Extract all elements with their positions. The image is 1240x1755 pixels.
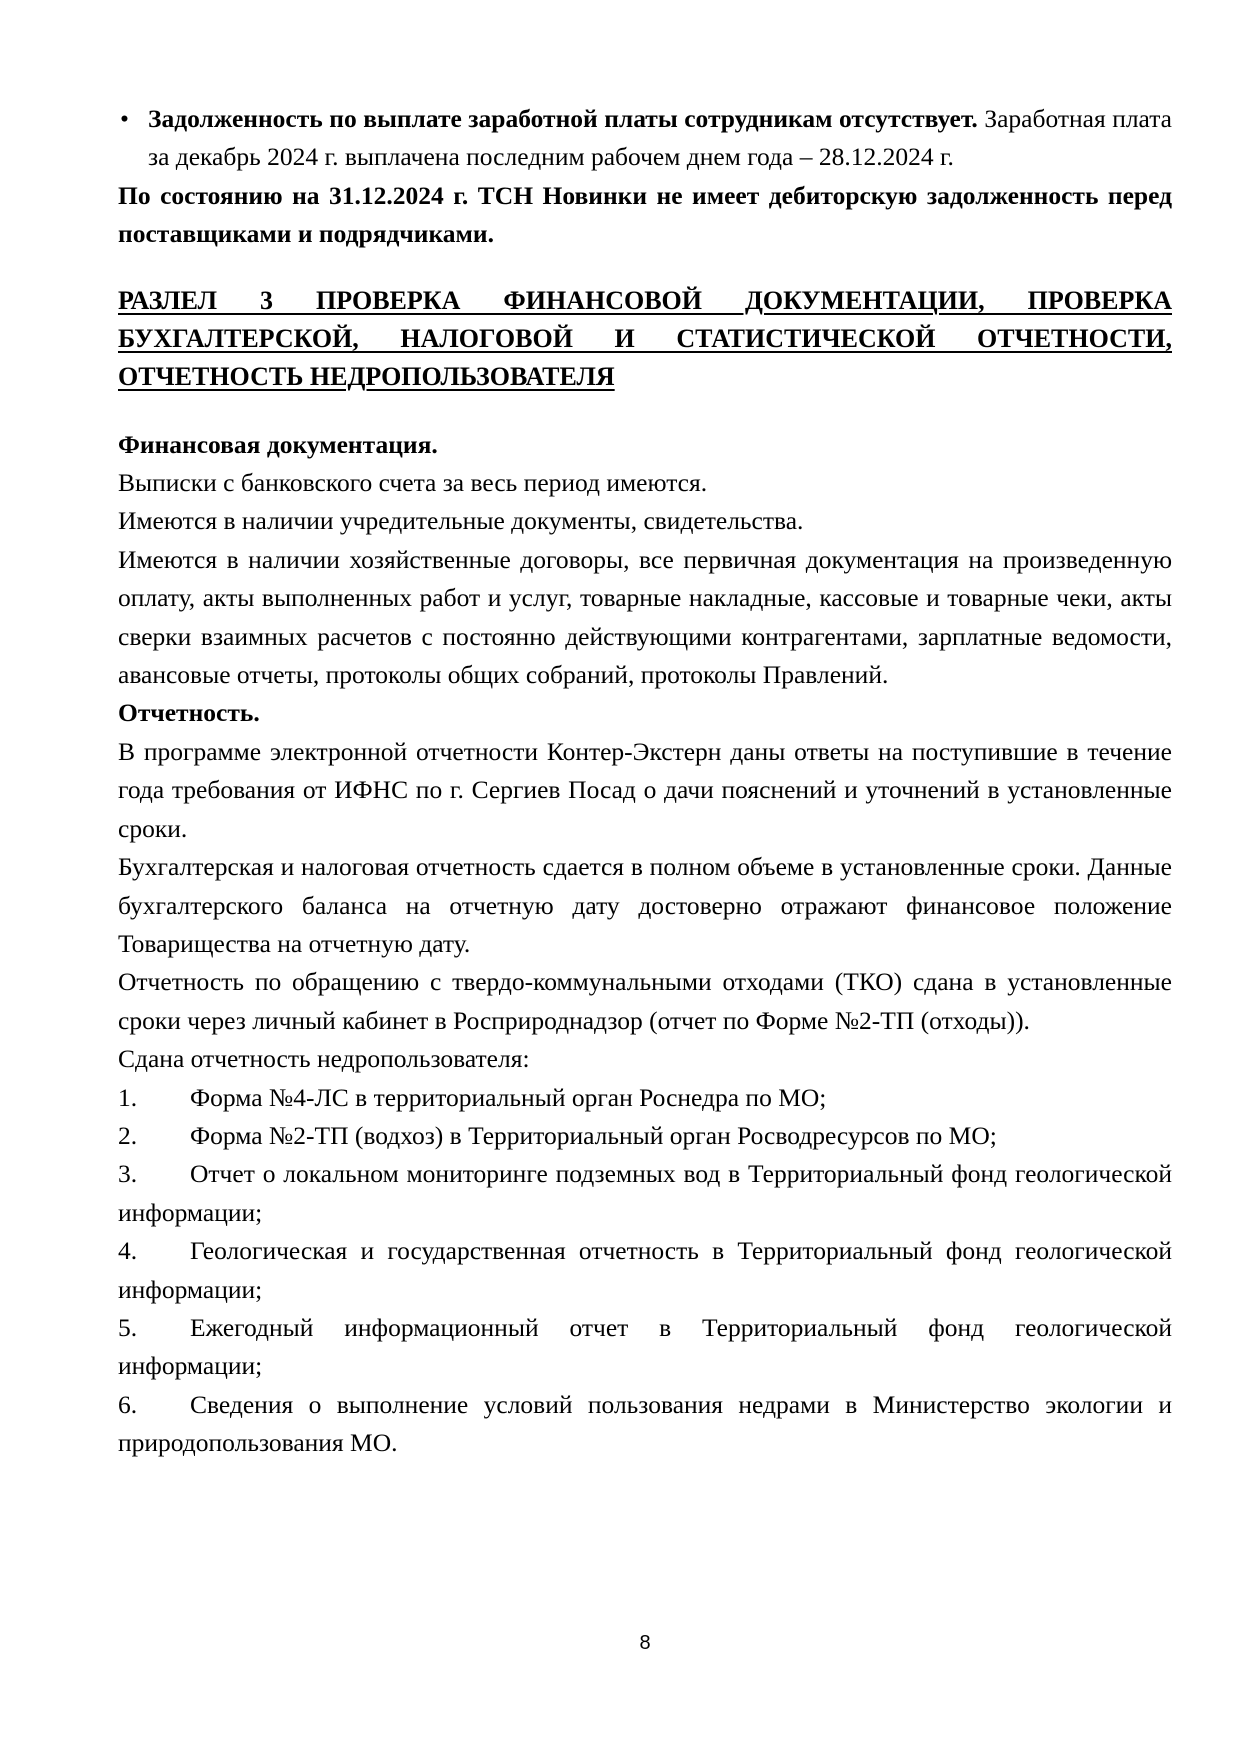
- reporting-paragraph-1: В программе электронной отчетности Контер-Экстерн даны ответы на поступившие в течение года требования от ИФНС по г. Сергиев Посад о дачи пояснений и уточнений в установленные сроки.: [118, 736, 1172, 843]
- salary-debt-text: Заработная плата за декабрь 2024 г. выплачена последним рабочем днем года – 28.12.2024 г.: [148, 104, 1172, 172]
- list-item-number: 2.: [118, 1120, 138, 1150]
- bullet-icon: •: [120, 104, 129, 133]
- list-item: [118, 1232, 1172, 1309]
- financial-docs-paragraph-3: Имеются в наличии хозяйственные договоры, все первичная документация на произведенную оплату, акты выполненных работ и услуг, товарные накладные, кассовые и товарные чеки, акты сверки взаимных расчетов с постоянно действующими контрагентами, зарплатные ведомости, авансовые отчеты, протоколы общих собраний, протоколы Правлений.: [118, 544, 1172, 690]
- list-item: [118, 1386, 1172, 1463]
- list-item-text: Отчет о локальном мониторинге подземных вод в Территориальный фонд геологической информации;: [118, 1159, 1172, 1227]
- list-item-number: 6.: [118, 1389, 138, 1419]
- list-item-number: 1.: [118, 1082, 138, 1112]
- reporting-paragraph-2: Бухгалтерская и налоговая отчетность сдается в полном объеме в установленные сроки. Данные бухгалтерского баланса на отчетную дату достоверно отражают финансовое положение Товарищества на отчетную дату.: [118, 852, 1172, 958]
- reporting-paragraph-3: Отчетность по обращению с твердо-коммунальными отходами (ТКО) сдана в установленные сроки через личный кабинет в Росприроднадзор (отчет по Форме №2-ТП (отходы)).: [118, 967, 1172, 1035]
- reporting-paragraph-4: Сдана отчетность недропользователя:: [118, 1044, 530, 1074]
- list-item-text: Сведения о выполнение условий пользования недрами в Министерство экологии и природопользования МО.: [118, 1389, 1172, 1458]
- list-item: [118, 1309, 1172, 1386]
- reporting-title: Отчетность.: [118, 698, 260, 728]
- list-item-text: Форма №2-ТП (водхоз) в Территориальный орган Росводресурсов по МО;: [190, 1120, 997, 1150]
- list-item-number: 4.: [118, 1236, 138, 1266]
- list-item: [118, 1079, 1172, 1117]
- document-page: [118, 100, 1172, 1463]
- salary-debt-bold-text: Задолженность по выплате заработной платы сотрудникам отсутствует.: [148, 104, 978, 133]
- list-item-number: 3.: [118, 1159, 138, 1189]
- receivables-statement: По состоянию на 31.12.2024 г. ТСН Новинки не имеет дебиторскую задолженность перед поставщиками и подрядчиками.: [118, 180, 1172, 249]
- section-heading: РАЗЛЕЛ 3 ПРОВЕРКА ФИНАНСОВОЙ ДОКУМЕНТАЦИИ, ПРОВЕРКА БУХГАЛТЕРСКОЙ, НАЛОГОВОЙ И СТАТИСТИЧЕСКОЙ ОТЧЕТНОСТИ, ОТЧЕТНОСТЬ НЕДРОПОЛЬЗОВАТЕЛЯ: [118, 285, 1172, 391]
- list-item-text: Форма №4-ЛС в территориальный орган Роснедра по МО;: [190, 1082, 827, 1112]
- salary-debt-bullet: [118, 100, 1172, 177]
- page-number: 8: [639, 1632, 651, 1654]
- list-item: [118, 1117, 1172, 1155]
- list-item-text: Геологическая и государственная отчетность в Территориальный фонд геологической информации;: [118, 1236, 1172, 1304]
- list-item-number: 5.: [118, 1312, 138, 1342]
- financial-docs-paragraph-1: Выписки с банковского счета за весь период имеются.: [118, 468, 708, 498]
- list-item-text: Ежегодный информационный отчет в Территориальный фонд геологической информации;: [118, 1312, 1172, 1381]
- financial-docs-paragraph-2: Имеются в наличии учредительные документы, свидетельства.: [118, 506, 804, 536]
- list-item: [118, 1155, 1172, 1232]
- financial-docs-title: Финансовая документация.: [118, 429, 438, 459]
